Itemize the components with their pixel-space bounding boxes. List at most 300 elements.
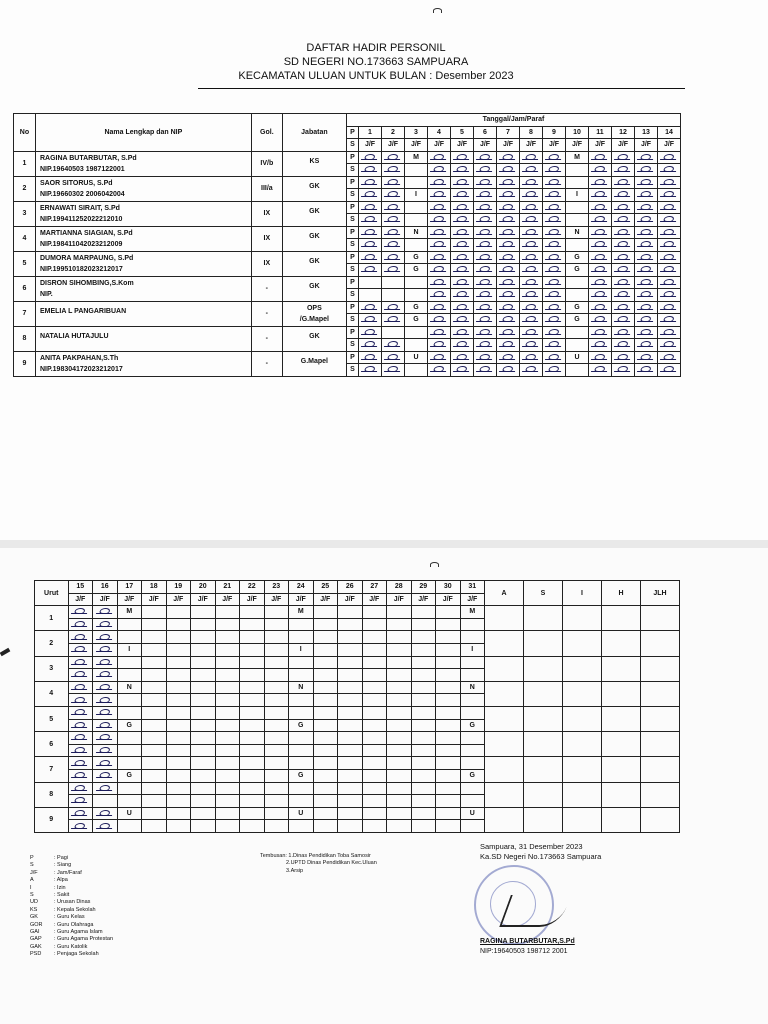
- handwritten-paraf: [476, 153, 494, 160]
- handwritten-paraf: [430, 328, 448, 335]
- handwritten-paraf: [96, 645, 114, 652]
- handwritten-paraf: [361, 165, 379, 172]
- attendance-cell: [566, 364, 589, 377]
- attendance-cell: [191, 681, 216, 694]
- attendance-cell: [68, 732, 93, 745]
- row-no: 7: [35, 757, 69, 782]
- attendance-cell: [387, 782, 412, 795]
- attendance-cell: [436, 618, 461, 631]
- row-jabatan: [282, 351, 346, 376]
- attendance-table-bottom: [34, 580, 680, 833]
- attendance-cell: [68, 782, 93, 795]
- handwritten-paraf: [614, 153, 632, 160]
- attendance-cell: [520, 264, 543, 277]
- attendance-cell: [264, 694, 289, 707]
- attendance-cell: [612, 301, 635, 314]
- legend-key: KS: [30, 906, 38, 913]
- handwritten-paraf: [453, 290, 471, 297]
- day-header: 29: [411, 581, 436, 594]
- jabatan: GK: [309, 233, 320, 240]
- legend-key: A: [30, 877, 34, 884]
- handwritten-paraf: [430, 228, 448, 235]
- handwritten-paraf: [660, 203, 678, 210]
- attendance-cell: [566, 201, 589, 214]
- attendance-cell: U: [117, 807, 142, 820]
- attendance-cell: [387, 681, 412, 694]
- attendance-cell: [166, 744, 191, 757]
- attendance-cell: [635, 339, 658, 352]
- attendance-cell: [405, 201, 428, 214]
- jabatan-sub: /G.Mapel: [299, 315, 329, 323]
- summary-cell: [641, 757, 680, 782]
- attendance-cell: [166, 656, 191, 669]
- attendance-cell: [658, 364, 681, 377]
- attendance-cell: [474, 339, 497, 352]
- attendance-cell: [117, 706, 142, 719]
- handwritten-paraf: [591, 153, 609, 160]
- attendance-cell: [451, 201, 474, 214]
- attendance-cell: [240, 795, 265, 808]
- attendance-cell: [117, 782, 142, 795]
- attendance-cell: [474, 239, 497, 252]
- handwritten-paraf: [591, 340, 609, 347]
- attendance-cell: [405, 276, 428, 289]
- attendance-table-top: [13, 113, 681, 377]
- attendance-cell: [635, 276, 658, 289]
- attendance-cell: [612, 239, 635, 252]
- person-nip: NIP.199510182023212017: [39, 265, 123, 273]
- attendance-cell: [142, 769, 167, 782]
- attendance-cell: [387, 769, 412, 782]
- attendance-cell: [359, 351, 382, 364]
- attendance-cell: [240, 820, 265, 833]
- handwritten-paraf: [476, 228, 494, 235]
- attendance-cell: [359, 226, 382, 239]
- shift-label: P: [346, 201, 358, 214]
- attendance-cell: [215, 656, 240, 669]
- handwritten-paraf: [614, 165, 632, 172]
- shift-label: S: [346, 214, 358, 227]
- attendance-cell: [612, 314, 635, 327]
- col-nama: Nama Lengkap dan NIP: [35, 114, 251, 152]
- jf-header: J/F: [142, 593, 167, 606]
- table-row: [35, 706, 680, 719]
- attendance-cell: [566, 276, 589, 289]
- attendance-cell: [313, 681, 338, 694]
- attendance-cell: [612, 264, 635, 277]
- attendance-cell: [68, 669, 93, 682]
- summary-header: I: [563, 581, 602, 606]
- attendance-cell: [93, 618, 118, 631]
- handwritten-paraf: [499, 153, 517, 160]
- legend-key: J/F: [30, 869, 38, 876]
- attendance-cell: [359, 339, 382, 352]
- summary-cell: [641, 732, 680, 757]
- attendance-cell: U: [289, 807, 314, 820]
- attendance-cell: [411, 744, 436, 757]
- attendance-cell: [382, 189, 405, 202]
- handwritten-paraf: [453, 240, 471, 247]
- attendance-cell: [264, 782, 289, 795]
- attendance-cell: [166, 681, 191, 694]
- attendance-cell: [497, 264, 520, 277]
- jf-header: J/F: [313, 593, 338, 606]
- handwritten-paraf: [430, 265, 448, 272]
- handwritten-paraf: [637, 165, 655, 172]
- attendance-cell: [589, 351, 612, 364]
- summary-cell: [485, 706, 524, 731]
- handwritten-paraf: [476, 303, 494, 310]
- shift-label: S: [346, 264, 358, 277]
- attendance-cell: M: [289, 606, 314, 619]
- attendance-cell: [436, 606, 461, 619]
- person-nip: NIP.: [39, 290, 53, 298]
- day-header: 26: [338, 581, 363, 594]
- attendance-cell: [658, 176, 681, 189]
- attendance-cell: [497, 351, 520, 364]
- attendance-cell: [240, 706, 265, 719]
- legend-item: [30, 899, 113, 906]
- attendance-cell: [436, 719, 461, 732]
- attendance-cell: [289, 631, 314, 644]
- attendance-cell: [411, 795, 436, 808]
- summary-cell: [602, 681, 641, 706]
- row-no: 1: [14, 151, 36, 176]
- attendance-cell: [658, 339, 681, 352]
- attendance-cell: G: [566, 314, 589, 327]
- tembusan: [260, 853, 377, 875]
- handwritten-paraf: [545, 265, 563, 272]
- attendance-cell: [428, 264, 451, 277]
- attendance-cell: [436, 706, 461, 719]
- attendance-cell: [451, 176, 474, 189]
- attendance-cell: [68, 706, 93, 719]
- handwritten-paraf: [384, 228, 402, 235]
- attendance-cell: [474, 351, 497, 364]
- attendance-cell: [497, 201, 520, 214]
- legend-key: GAK: [30, 943, 42, 950]
- attendance-cell: [264, 820, 289, 833]
- day-header: 27: [362, 581, 387, 594]
- header-row: [35, 581, 680, 594]
- attendance-cell: G: [405, 251, 428, 264]
- attendance-cell: N: [566, 226, 589, 239]
- handwritten-paraf: [430, 253, 448, 260]
- day-header: 31: [460, 581, 485, 594]
- shift-label: P: [346, 301, 358, 314]
- legend-key: GAP: [30, 936, 42, 943]
- attendance-cell: [289, 669, 314, 682]
- handwritten-paraf: [522, 315, 540, 322]
- handwritten-paraf: [361, 315, 379, 322]
- day-header: 10: [566, 126, 589, 139]
- shift-label: P: [346, 351, 358, 364]
- attendance-cell: [543, 251, 566, 264]
- attendance-cell: [451, 301, 474, 314]
- header-row: [14, 114, 681, 127]
- attendance-cell: G: [405, 264, 428, 277]
- handwritten-paraf: [430, 203, 448, 210]
- handwritten-paraf: [499, 365, 517, 372]
- attendance-cell: [411, 643, 436, 656]
- attendance-cell: I: [289, 643, 314, 656]
- summary-cell: [524, 807, 563, 832]
- attendance-cell: [313, 744, 338, 757]
- table-row: [35, 807, 680, 820]
- handwritten-paraf: [453, 165, 471, 172]
- attendance-cell: [215, 706, 240, 719]
- attendance-cell: [411, 681, 436, 694]
- row-no: 3: [14, 201, 36, 226]
- summary-cell: [563, 631, 602, 656]
- handwritten-paraf: [545, 215, 563, 222]
- handwritten-paraf: [522, 253, 540, 260]
- attendance-cell: [497, 151, 520, 164]
- signer-block: [480, 937, 575, 957]
- attendance-cell: [166, 706, 191, 719]
- attendance-cell: [460, 732, 485, 745]
- attendance-cell: [215, 719, 240, 732]
- summary-header: S: [524, 581, 563, 606]
- attendance-cell: [635, 314, 658, 327]
- handwritten-paraf: [384, 303, 402, 310]
- handwritten-paraf: [71, 746, 89, 753]
- attendance-cell: [566, 176, 589, 189]
- jf-header: J/F: [387, 593, 412, 606]
- attendance-cell: [68, 744, 93, 757]
- attendance-cell: [142, 643, 167, 656]
- handwritten-paraf: [430, 278, 448, 285]
- attendance-cell: [451, 164, 474, 177]
- attendance-cell: [215, 643, 240, 656]
- handwritten-paraf: [545, 365, 563, 372]
- attendance-cell: [543, 264, 566, 277]
- handwritten-paraf: [476, 340, 494, 347]
- legend-item: [30, 877, 113, 884]
- handwritten-paraf: [522, 353, 540, 360]
- handwritten-paraf: [545, 303, 563, 310]
- legend-value: : Penjaga Sekolah: [54, 951, 99, 958]
- handwritten-paraf: [71, 809, 89, 816]
- table-row: [35, 732, 680, 745]
- handwritten-paraf: [384, 340, 402, 347]
- summary-cell: [602, 782, 641, 807]
- attendance-cell: [362, 732, 387, 745]
- handwritten-paraf: [499, 165, 517, 172]
- attendance-cell: G: [566, 301, 589, 314]
- attendance-cell: [436, 795, 461, 808]
- attendance-cell: [428, 301, 451, 314]
- attendance-cell: [428, 364, 451, 377]
- legend-item: [30, 914, 113, 921]
- attendance-cell: [428, 351, 451, 364]
- handwritten-paraf: [545, 240, 563, 247]
- attendance-cell: I: [460, 643, 485, 656]
- jf-header: J/F: [658, 139, 681, 152]
- attendance-cell: [382, 301, 405, 314]
- attendance-cell: [93, 757, 118, 770]
- handwritten-paraf: [614, 253, 632, 260]
- day-header: 30: [436, 581, 461, 594]
- jabatan: GK: [309, 258, 320, 265]
- handwritten-paraf: [96, 708, 114, 715]
- attendance-cell: [289, 732, 314, 745]
- legend-item: [30, 936, 113, 943]
- attendance-cell: [411, 719, 436, 732]
- attendance-cell: [359, 364, 382, 377]
- col-urut: Urut: [35, 581, 69, 606]
- attendance-cell: [451, 151, 474, 164]
- handwritten-paraf: [591, 203, 609, 210]
- attendance-cell: [215, 681, 240, 694]
- legend-value: : Guru Agama Islam: [54, 929, 103, 936]
- attendance-cell: [474, 226, 497, 239]
- attendance-cell: [264, 618, 289, 631]
- attendance-cell: [474, 276, 497, 289]
- attendance-cell: [191, 782, 216, 795]
- attendance-cell: [362, 656, 387, 669]
- attendance-cell: [612, 326, 635, 339]
- row-name: [35, 351, 251, 376]
- attendance-cell: [566, 339, 589, 352]
- attendance-cell: [658, 226, 681, 239]
- attendance-cell: [411, 807, 436, 820]
- attendance-cell: [191, 643, 216, 656]
- attendance-cell: [93, 795, 118, 808]
- handwritten-paraf: [545, 203, 563, 210]
- jf-header: J/F: [359, 139, 382, 152]
- attendance-cell: [474, 151, 497, 164]
- attendance-cell: [612, 289, 635, 302]
- handwritten-paraf: [660, 315, 678, 322]
- attendance-cell: [543, 351, 566, 364]
- attendance-cell: [428, 176, 451, 189]
- attendance-cell: [142, 807, 167, 820]
- handwritten-paraf: [660, 365, 678, 372]
- row-no: 6: [14, 276, 36, 301]
- attendance-cell: [436, 732, 461, 745]
- handwritten-paraf: [384, 315, 402, 322]
- attendance-cell: [359, 289, 382, 302]
- attendance-cell: [411, 757, 436, 770]
- attendance-cell: [451, 214, 474, 227]
- attendance-cell: [166, 631, 191, 644]
- legend-item: [30, 951, 113, 958]
- day-header: 25: [313, 581, 338, 594]
- attendance-cell: [68, 820, 93, 833]
- attendance-cell: [520, 151, 543, 164]
- handwritten-paraf: [384, 353, 402, 360]
- handwritten-paraf: [591, 328, 609, 335]
- attendance-cell: [382, 314, 405, 327]
- attendance-cell: [362, 782, 387, 795]
- handwritten-paraf: [522, 240, 540, 247]
- attendance-cell: [436, 656, 461, 669]
- row-no: 5: [14, 251, 36, 276]
- attendance-cell: [428, 314, 451, 327]
- day-header: 2: [382, 126, 405, 139]
- day-header: 20: [191, 581, 216, 594]
- legend-item: [30, 922, 113, 929]
- attendance-cell: [166, 606, 191, 619]
- table-row: [14, 251, 681, 264]
- attendance-cell: [436, 631, 461, 644]
- attendance-cell: [460, 669, 485, 682]
- handwritten-paraf: [614, 340, 632, 347]
- legend-item: [30, 907, 113, 914]
- attendance-cell: [589, 251, 612, 264]
- attendance-cell: [520, 214, 543, 227]
- handwritten-paraf: [614, 328, 632, 335]
- attendance-cell: [474, 176, 497, 189]
- attendance-cell: N: [460, 681, 485, 694]
- handwritten-paraf: [476, 265, 494, 272]
- attendance-cell: [589, 289, 612, 302]
- attendance-cell: [117, 631, 142, 644]
- attendance-cell: M: [460, 606, 485, 619]
- handwritten-paraf: [499, 215, 517, 222]
- attendance-cell: [497, 339, 520, 352]
- attendance-cell: [474, 326, 497, 339]
- summary-cell: [563, 606, 602, 631]
- attendance-cell: [362, 795, 387, 808]
- attendance-cell: U: [405, 351, 428, 364]
- attendance-cell: [142, 706, 167, 719]
- attendance-cell: [382, 364, 405, 377]
- row-no: 8: [14, 326, 36, 351]
- attendance-cell: [338, 618, 363, 631]
- attendance-cell: [428, 276, 451, 289]
- handwritten-paraf: [522, 328, 540, 335]
- attendance-cell: [338, 694, 363, 707]
- row-no: 8: [35, 782, 69, 807]
- attendance-cell: [68, 656, 93, 669]
- summary-cell: [485, 782, 524, 807]
- attendance-cell: [436, 643, 461, 656]
- attendance-cell: [142, 782, 167, 795]
- table-row: [35, 606, 680, 619]
- handwritten-paraf: [430, 153, 448, 160]
- day-header: 9: [543, 126, 566, 139]
- row-jabatan: [282, 326, 346, 351]
- summary-cell: [485, 631, 524, 656]
- attendance-cell: [589, 201, 612, 214]
- legend-key: PSD: [30, 951, 42, 958]
- attendance-cell: [566, 239, 589, 252]
- day-header: 14: [658, 126, 681, 139]
- attendance-cell: [543, 226, 566, 239]
- attendance-cell: [191, 656, 216, 669]
- col-jabatan: Jabatan: [282, 114, 346, 152]
- jf-header: J/F: [460, 593, 485, 606]
- attendance-cell: [264, 719, 289, 732]
- legend-item: [30, 862, 113, 869]
- attendance-cell: [240, 643, 265, 656]
- handwritten-paraf: [430, 303, 448, 310]
- attendance-cell: [635, 226, 658, 239]
- handwritten-paraf: [545, 253, 563, 260]
- attendance-cell: [191, 631, 216, 644]
- attendance-cell: [382, 151, 405, 164]
- attendance-cell: [543, 364, 566, 377]
- attendance-cell: [338, 719, 363, 732]
- handwritten-paraf: [499, 253, 517, 260]
- attendance-cell: [240, 681, 265, 694]
- attendance-cell: [658, 276, 681, 289]
- attendance-cell: [612, 351, 635, 364]
- handwritten-paraf: [499, 353, 517, 360]
- row-gol: IV/b: [251, 151, 282, 176]
